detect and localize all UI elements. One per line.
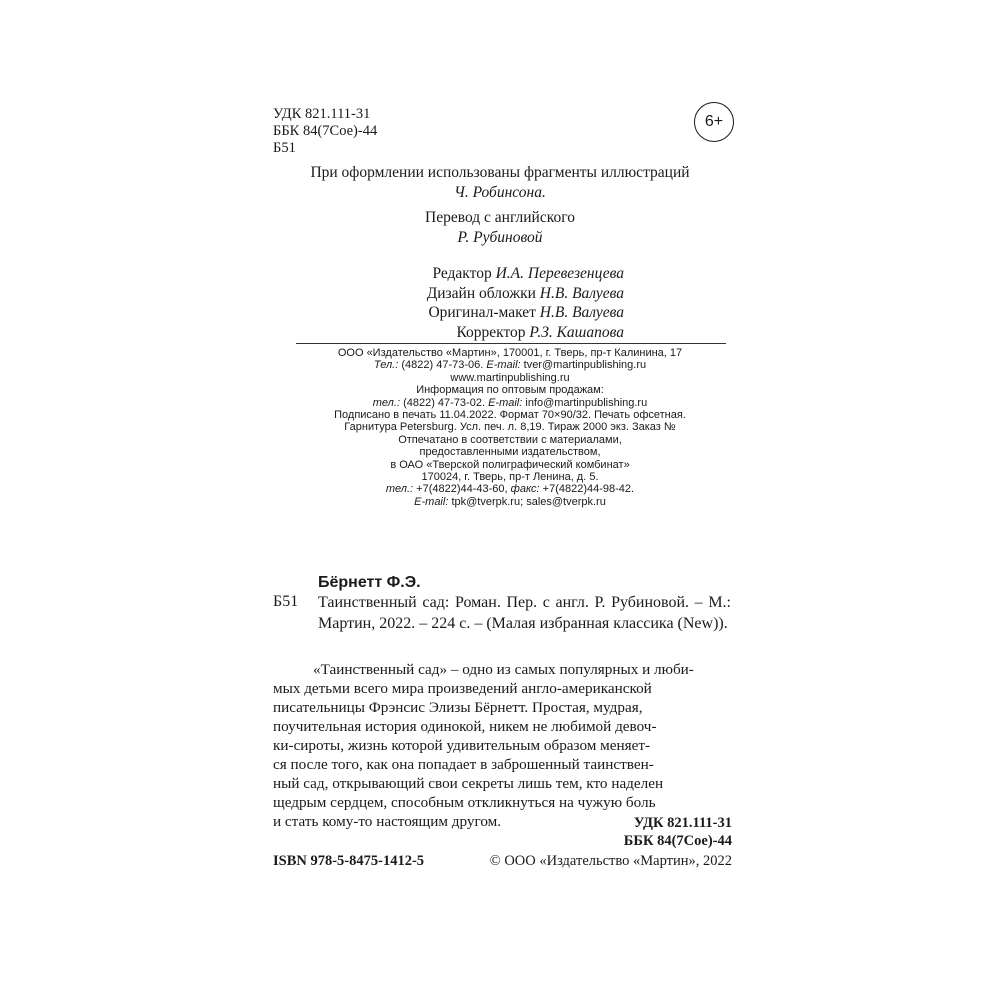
divider-line	[296, 343, 726, 344]
catalog-description: Таинственный сад: Роман. Пер. с англ. Р. Рубиновой. – М.: Мартин, 2022. – 224 с. – (Малая избранная классика (New)).	[318, 594, 731, 632]
cutter-code: Б51	[273, 140, 296, 156]
footer-bbk: ББК 84(7Сое)-44	[623, 833, 732, 849]
publisher-website: www.martinpublishing.ru	[450, 371, 570, 384]
udk-code: УДК 821.111-31	[273, 106, 371, 122]
annotation-line: мых детьми всего мира произведений англо-американской	[273, 680, 652, 697]
signed-to-print: Подписано в печать 11.04.2022. Формат 70×90/32. Печать офсетная.	[334, 409, 686, 422]
catalog-code: Б51	[273, 593, 299, 610]
imprint-block: ООО «Издательство «Мартин», 170001, г. Тверь, пр-т Калинина, 17 Тел.: (4822) 47-73-06. E-mail: tver@martinpublishing.ru www.martinpublishing.ru Информация по оптовым продажам: тел.: (4822) 47-73-02. E-mail: info@martinpublishing.ru Подписано в печать 11.04.2022. Формат 70×90/32. Печать офсетная. Гарнитура Petersburg. Усл. печ. л. 8,19. Тираж 2000 экз. Заказ № Отпечатано в соответствии с материалами, предоставленными издательством, в ОАО «Тверской полиграфический комбинат» 170024, г. Тверь, пр-т Ленина, д. 5. тел.: +7(4822)44-43-60, факс: +7(4822)44-98-42. E-mail: tpk@tverpk.ru; sales@tverpk.ru	[300, 347, 720, 508]
footer-codes	[624, 814, 732, 850]
publisher-address: ООО «Издательство «Мартин», 170001, г. Тверь, пр-т Калинина, 17	[337, 347, 683, 359]
annotation-line: ный сад, открывающий свои секреты лишь тем, кто наделен	[273, 775, 664, 792]
printed-note-2: предоставленными издательством,	[419, 446, 601, 459]
age-rating-badge	[694, 102, 734, 142]
copyright: © ООО «Издательство «Мартин», 2022	[489, 853, 732, 869]
printed-note-3: в ОАО «Тверской полиграфический комбинат»	[390, 458, 630, 471]
annotation-line: ся после того, как она попадает в заброшенный таинствен-	[273, 756, 654, 773]
staff-row: Дизайн обложки Н.В. Валуева	[426, 284, 624, 302]
annotation-line: писательницы Фрэнсис Элизы Бёрнетт. Простая, мудрая,	[273, 699, 643, 716]
catalog-author: Бёрнетт Ф.Э.	[318, 574, 421, 591]
annotation-line: ки-сироты, жизнь которой удивительным образом меняет-	[273, 737, 651, 754]
illustrations-line: При оформлении использованы фрагменты иллюстраций	[310, 164, 690, 181]
bbk-code: ББК 84(7Сое)-44	[273, 123, 378, 139]
annotation-line: щедрым сердцем, способным откликнуться на чужую боль	[273, 794, 656, 811]
illustrator-name: Ч. Робинсона.	[454, 184, 546, 201]
age-rating-label: 6+	[704, 113, 724, 130]
wholesale-heading: Информация по оптовым продажам:	[416, 384, 604, 397]
staff-row: Редактор И.А. Перевезенцева	[432, 265, 624, 282]
translation-credit	[300, 208, 700, 248]
isbn: ISBN 978-5-8475-1412-5	[273, 853, 425, 869]
classification-codes	[273, 106, 377, 157]
staff-credits	[312, 264, 624, 342]
translator-name: Р. Рубиновой	[457, 229, 543, 246]
typeface-info: Гарнитура Petersburg. Усл. печ. л. 8,19. Тираж 2000 экз. Заказ №	[344, 421, 676, 434]
staff-row: Корректор Р.З. Кашапова	[456, 323, 624, 341]
printer-address: 170024, г. Тверь, пр-т Ленина, д. 5.	[421, 471, 599, 484]
annotation-line: и стать кому-то настоящим другом.	[273, 813, 502, 830]
annotation-line: поучительная история одинокой, никем не любимой девоч-	[273, 718, 657, 735]
footer-udk: УДК 821.111-31	[633, 815, 732, 831]
staff-row: Оригинал-макет Н.В. Валуева	[428, 304, 624, 321]
translation-line: Перевод с английского	[425, 209, 575, 226]
printed-note-1: Отпечатано в соответствии с материалами,	[398, 433, 622, 446]
illustrations-credit	[300, 163, 700, 203]
annotation-line: «Таинственный сад» – одно из самых популярных и люби-	[313, 661, 694, 678]
annotation	[273, 660, 731, 831]
